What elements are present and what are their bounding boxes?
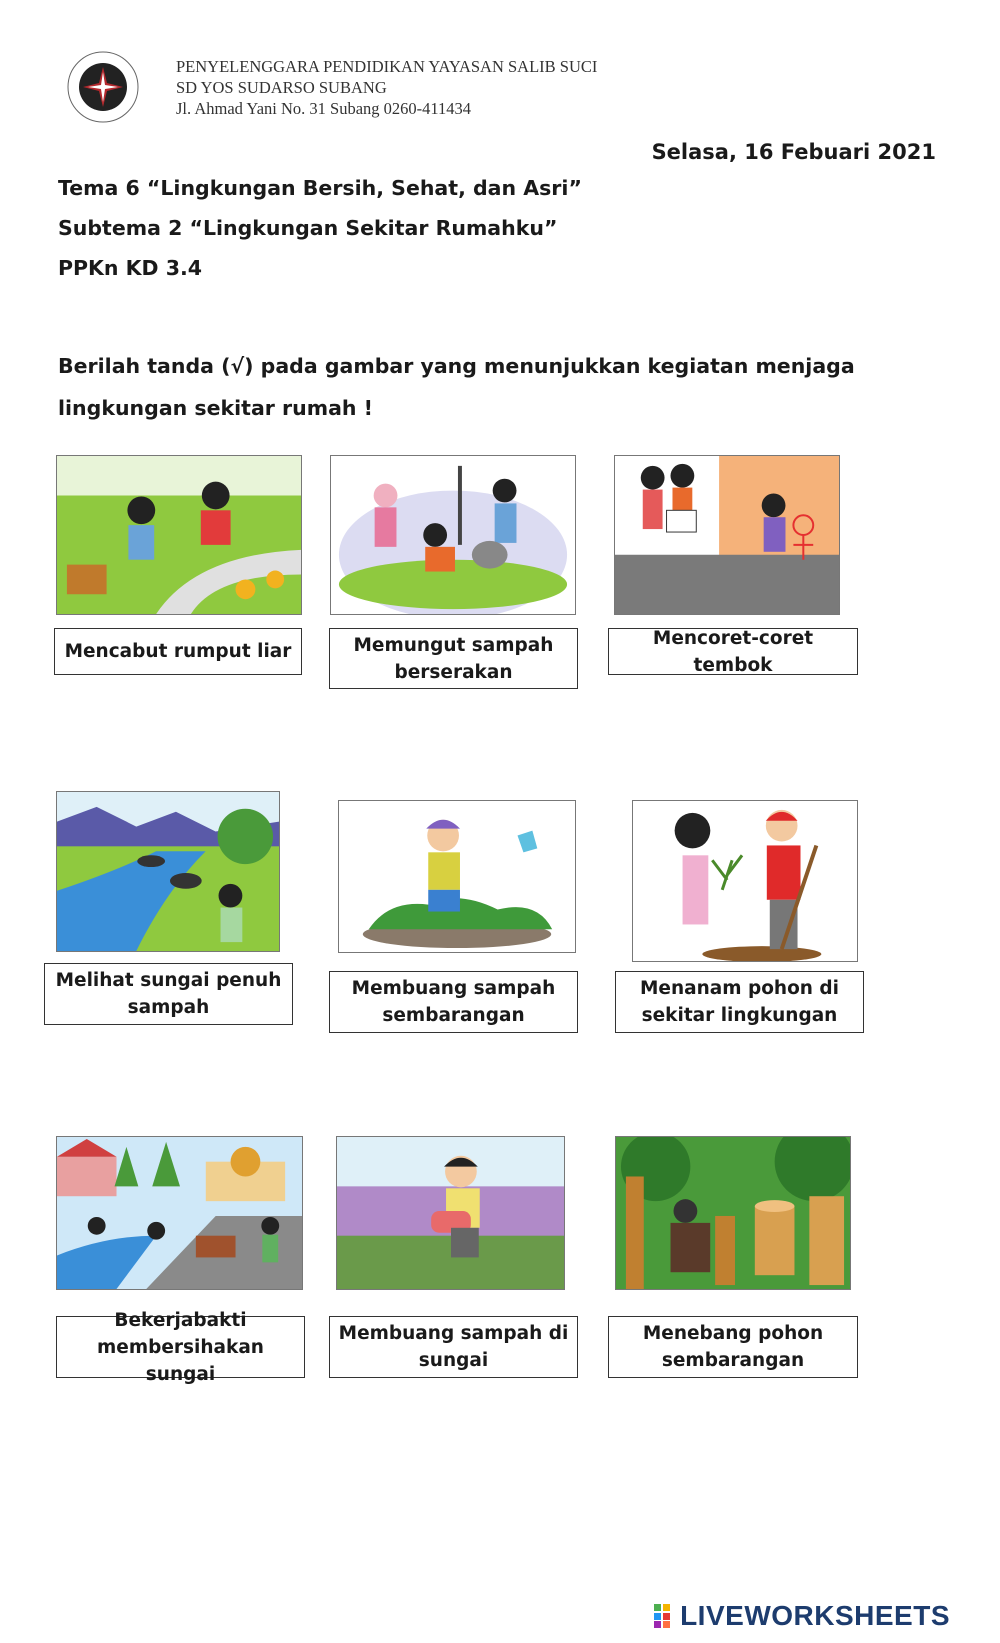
caption-2: Memungut sampah berserakan <box>329 628 578 689</box>
caption-8: Membuang sampah di sungai <box>329 1316 578 1378</box>
school-logo <box>66 50 140 124</box>
picture-wall-scribbling[interactable] <box>614 455 840 615</box>
liveworksheets-logo-icon <box>654 1604 680 1628</box>
caption-9: Menebang pohon sembarangan <box>608 1316 858 1378</box>
subtema-heading: Subtema 2 “Lingkungan Sekitar Rumahku” <box>58 216 558 240</box>
kd-heading: PPKn KD 3.4 <box>58 256 203 280</box>
footer-brand-text: LIVEWORKSHEETS <box>680 1600 950 1631</box>
caption-3: Mencoret-coret tembok <box>608 628 858 675</box>
picture-dumping-in-river[interactable] <box>336 1136 565 1290</box>
picture-dirty-river[interactable] <box>56 791 280 952</box>
letterhead <box>176 56 597 119</box>
caption-7: Bekerjabakti membersihakan sungai <box>56 1316 305 1378</box>
letterhead-line-3: Jl. Ahmad Yani No. 31 Subang 0260-411434 <box>176 99 472 118</box>
picture-littering[interactable] <box>338 800 576 953</box>
picture-picking-trash[interactable] <box>330 455 576 615</box>
picture-planting-tree[interactable] <box>632 800 858 962</box>
tema-heading: Tema 6 “Lingkungan Bersih, Sehat, dan Asri” <box>58 176 582 200</box>
date: Selasa, 16 Febuari 2021 <box>651 140 936 164</box>
caption-6: Menanam pohon di sekitar lingkungan <box>615 971 864 1033</box>
caption-1: Mencabut rumput liar <box>54 628 302 675</box>
picture-weeding[interactable] <box>56 455 302 615</box>
caption-5: Membuang sampah sembarangan <box>329 971 578 1033</box>
picture-cutting-trees[interactable] <box>615 1136 851 1290</box>
picture-cleaning-river[interactable] <box>56 1136 303 1290</box>
caption-4: Melihat sungai penuh sampah <box>44 963 293 1025</box>
instruction: Berilah tanda (√) pada gambar yang menunjukkan kegiatan menjaga lingkungan sekitar rumah ! <box>58 354 855 420</box>
letterhead-line-2: SD YOS SUDARSO SUBANG <box>176 78 387 97</box>
footer-brand <box>654 1600 950 1632</box>
letterhead-line-1: PENYELENGGARA PENDIDIKAN YAYASAN SALIB SUCI <box>176 57 598 76</box>
